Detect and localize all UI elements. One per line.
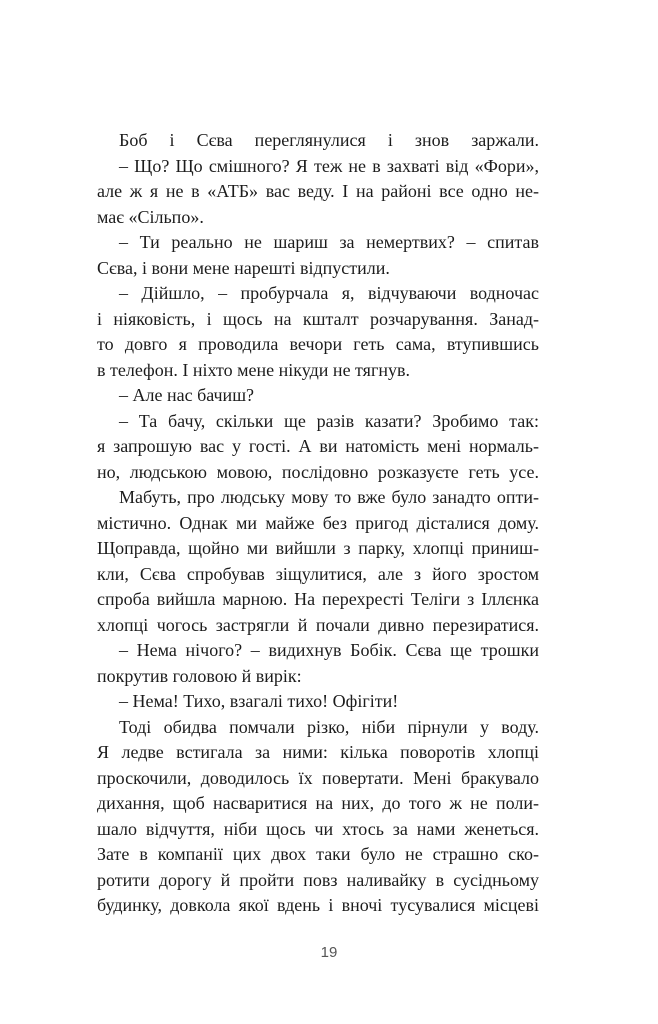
- text-line: я запрошую вас у гості. А ви натомість мені нормаль-: [97, 436, 539, 456]
- text-line: дихання, щоб насваритися на них, до того ж не поли-: [97, 793, 539, 813]
- text-line: Боб і Сєва переглянулися і знов заржали.: [119, 130, 539, 150]
- text-line: но, людською мовою, послідовно розказуєте геть усе.: [97, 461, 539, 482]
- page-number: 19: [320, 944, 338, 961]
- text-line: проскочили, доводилось їх повертати. Мені бракувало: [97, 767, 539, 788]
- text-line: Я ледве встигала за ними: кілька поворотів хлопці: [97, 742, 539, 762]
- text-line: і ніяковість, і щось на кшталт розчарування. Занад-: [97, 308, 539, 329]
- text-line: – Що? Що смішного? Я теж не в захваті від «Фори»,: [119, 155, 539, 176]
- text-line: містично. Однак ми майже без пригод дісталися дому.: [97, 512, 539, 533]
- text-line: має «Сільпо».: [97, 206, 204, 227]
- text-line: Тоді обидва помчали різко, ніби пірнули у воду.: [119, 716, 539, 737]
- text-line: покрутив головою й вирік:: [97, 665, 302, 686]
- text-line: – Дійшло, – пробурчала я, відчуваючи водночас: [119, 283, 539, 303]
- text-line: то довго я проводила вечори геть сама, втупившись: [97, 334, 539, 354]
- text-line: – Ти реально не шариш за немертвих? – спитав: [119, 232, 539, 252]
- text-line: кли, Сєва спробував зіщулитися, але з його зростом: [97, 563, 539, 584]
- text-line: в телефон. І ніхто мене нікуди не тягнув.: [97, 359, 410, 380]
- text-line: ротити дорогу й пройти повз наливайку в сусідньому: [97, 869, 539, 890]
- text-line: – Нема! Тихо, взагалі тихо! Офігіти!: [119, 691, 399, 711]
- text-line: хлопці чогось застрягли й почали дивно перезиратися.: [97, 614, 539, 635]
- text-line: спроба вийшла марною. На перехресті Теліги з Іллєнка: [97, 589, 539, 609]
- text-line: Щоправда, щойно ми вийшли з парку, хлопці приниш-: [97, 538, 539, 558]
- text-line: будинку, довкола якої вдень і вночі тусувалися місцеві: [97, 895, 539, 915]
- body-text: [97, 128, 539, 919]
- text-line: Зате в компанії цих двох таки було не страшно ско-: [97, 844, 539, 864]
- text-line: шало відчуття, ніби щось чи хтось за нами женеться.: [97, 818, 539, 839]
- text-line: Мабуть, про людську мову то вже було занадто опти-: [119, 487, 539, 507]
- text-line: Сєва, і вони мене нарешті відпустили.: [97, 257, 390, 278]
- text-line: – Але нас бачиш?: [119, 385, 255, 405]
- text-line: – Та бачу, скільки ще разів казати? Зробимо так:: [119, 410, 539, 431]
- text-line: – Нема нічого? – видихнув Бобік. Сєва ще трошки: [119, 640, 539, 660]
- text-line: але ж я не в «АТБ» вас веду. І на районі все одно не-: [97, 181, 539, 201]
